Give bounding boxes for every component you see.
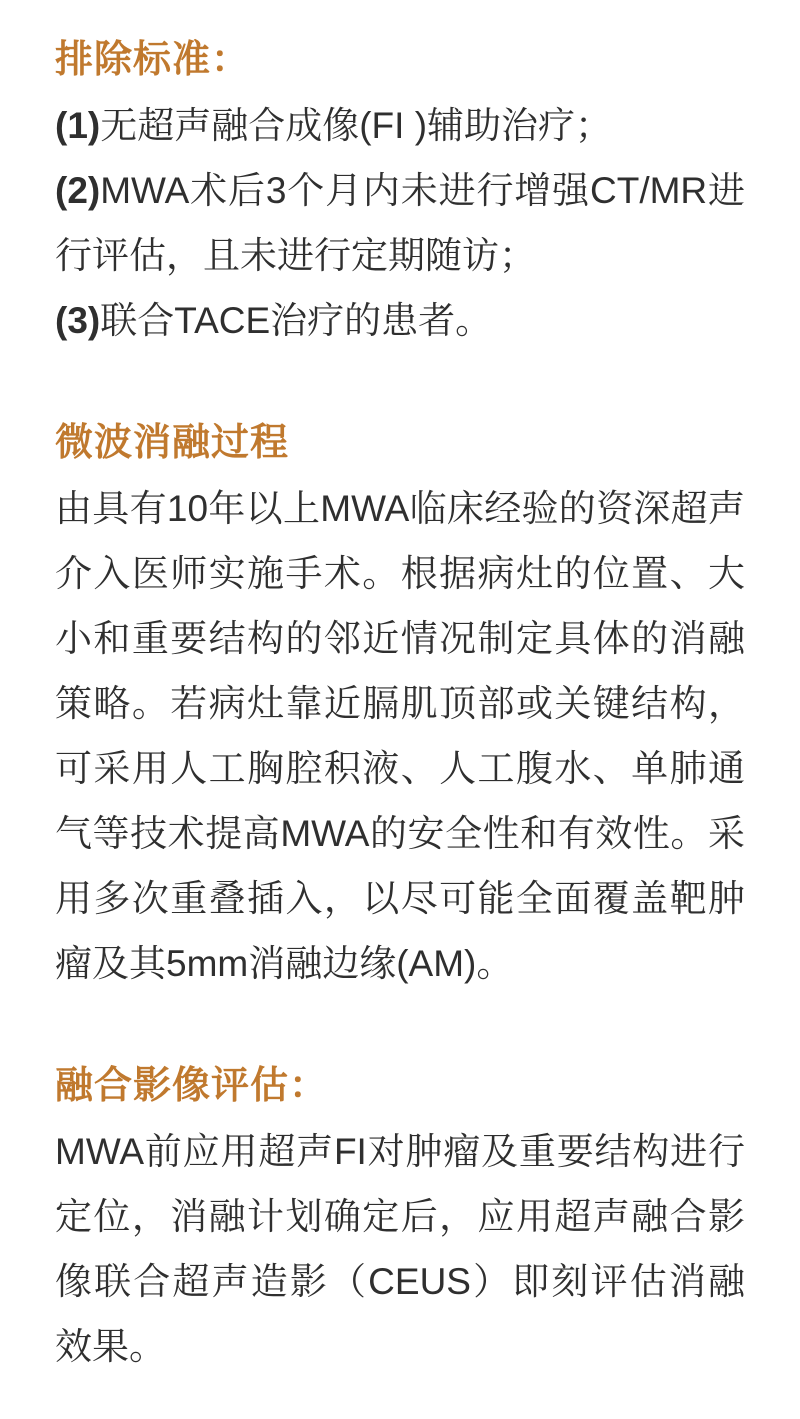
section-exclusion-criteria [55,28,745,353]
exclusion-item-3 [55,288,745,353]
item-marker-3: (3) [55,300,101,341]
section-mwa-procedure [55,411,745,996]
section-fusion-imaging-evaluation [55,1054,745,1379]
item-marker-2: (2) [55,170,101,211]
exclusion-item-1 [55,93,745,158]
item-marker-1: (1) [55,105,101,146]
exclusion-item-2 [55,158,745,288]
item-text-2: MWA术后3个月内未进行增强CT/MR进行评估，且未进行定期随访； [55,170,745,276]
section-heading-fusion-imaging-evaluation: 融合影像评估： [55,1065,329,1107]
fusion-imaging-paragraph: MWA前应用超声FI对肿瘤及重要结构进行定位，消融计划确定后，应用超声融合影像联合超声造影（CEUS）即刻评估消融效果。 [55,1131,745,1367]
mwa-procedure-paragraph: 由具有10年以上MWA临床经验的资深超声介入医师实施手术。根据病灶的位置、大小和重要结构的邻近情况制定具体的消融策略。若病灶靠近膈肌顶部或关键结构，可采用人工胸腔积液、人工腹水、单肺通气等技术提高MWA的安全性和有效性。采用多次重叠插入，以尽可能全面覆盖靶肿瘤及其5mm消融边缘(AM)。 [55,488,745,984]
section-heading-exclusion-criteria: 排除标准： [55,39,251,81]
item-text-1: 无超声融合成像(FI )辅助治疗； [100,105,613,146]
item-text-3: 联合TACE治疗的患者。 [100,300,493,341]
section-heading-mwa-procedure: 微波消融过程 [55,422,290,464]
